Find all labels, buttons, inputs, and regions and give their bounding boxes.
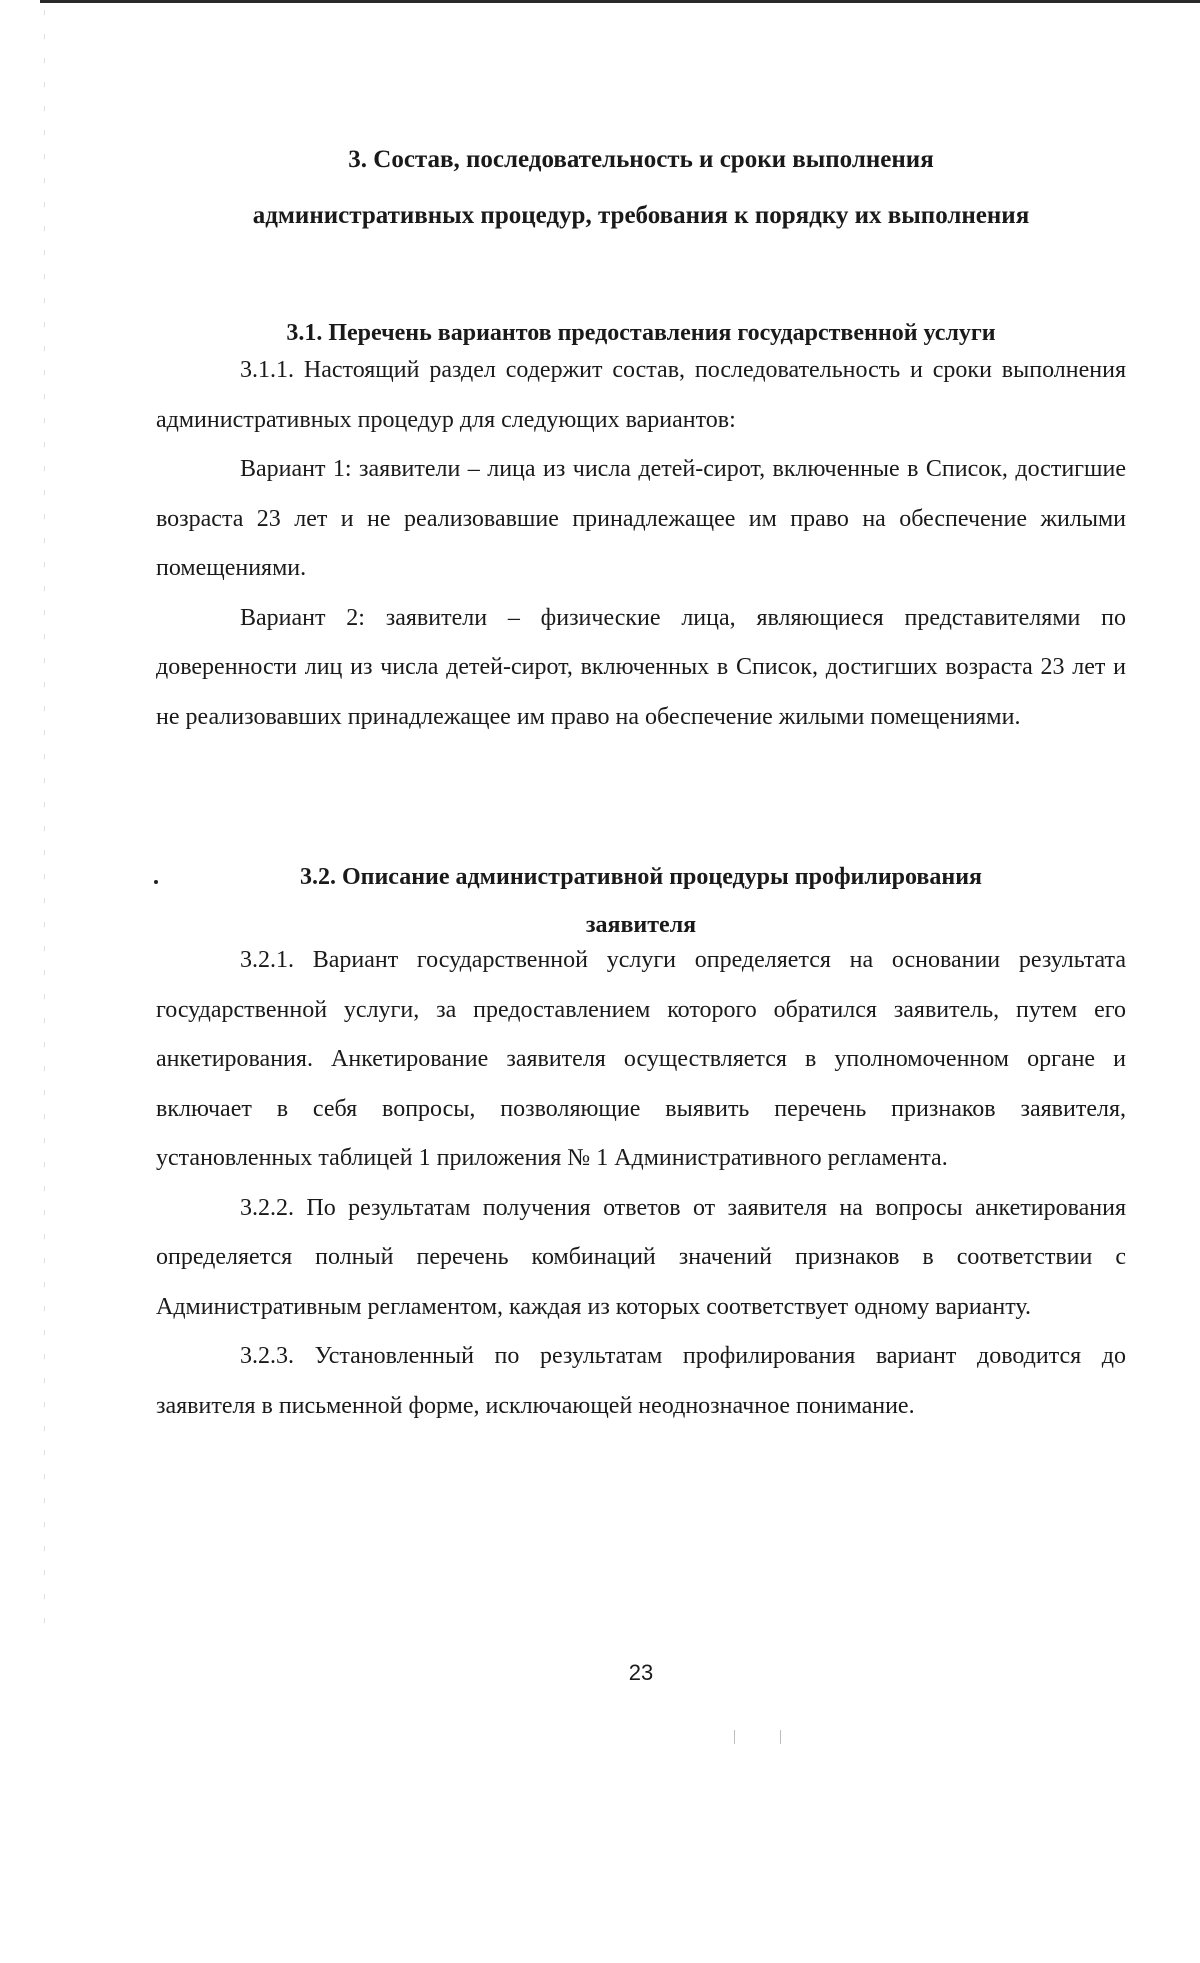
paragraph-variant-1: Вариант 1: заявители – лица из числа детей-сирот, включенные в Список, достигшие возраста 23 лет и не реализовавшие принадлежащее им право на обеспечение жилыми помещениями.	[156, 456, 1126, 581]
scan-tick-mark	[780, 1730, 781, 1744]
main-heading-line1: 3. Состав, последовательность и сроки выполнения	[348, 146, 934, 173]
section-3-2-body	[156, 936, 1126, 1431]
main-heading-line2: административных процедур, требования к порядку их выполнения	[252, 202, 1030, 229]
section-3-2-title-line1: 3.2. Описание административной процедуры профилирования	[299, 863, 983, 890]
paragraph-variant-2: Вариант 2: заявители – физические лица, являющиеся представителями по доверенности лиц из числа детей-сирот, включенных в Список, достигших возраста 23 лет и не реализовавших принадлежащее им право на обеспечение жилыми помещениями.	[156, 604, 1126, 730]
paragraph-3-2-1: 3.2.1. Вариант государственной услуги определяется на основании результата государственной услуги, за предоставлением которого обратился заявитель, путем его анкетирования. Анкетирование заявителя осуществляется в уполномоченном органе и включает в себя вопросы, позволяющие выявить перечень признаков заявителя, установленных таблицей 1 приложения № 1 Административного регламента.	[156, 947, 1126, 1171]
paragraph-3-2-3: 3.2.3. Установленный по результатам профилирования вариант доводится до заявителя в письменной форме, исключающей неоднозначное понимание.	[156, 1343, 1126, 1419]
paragraph-3-1-1: 3.1.1. Настоящий раздел содержит состав, последовательность и сроки выполнения административных процедур для следующих вариантов:	[156, 357, 1126, 433]
scan-tick-mark	[734, 1730, 735, 1744]
top-border-rule	[40, 0, 1200, 3]
scan-margin-line	[44, 10, 45, 1630]
page-number: 23	[628, 1660, 654, 1685]
paragraph-3-2-2: 3.2.2. По результатам получения ответов от заявителя на вопросы анкетирования определяется полный перечень комбинаций значений признаков в соответствии с Административным регламентом, каждая из которых соответствует одному варианту.	[156, 1194, 1126, 1320]
section-3-1-body	[156, 346, 1126, 742]
section-3-2-title-line2: заявителя	[585, 911, 697, 938]
section-3-1-title: 3.1. Перечень вариантов предоставления государственной услуги	[286, 319, 996, 346]
